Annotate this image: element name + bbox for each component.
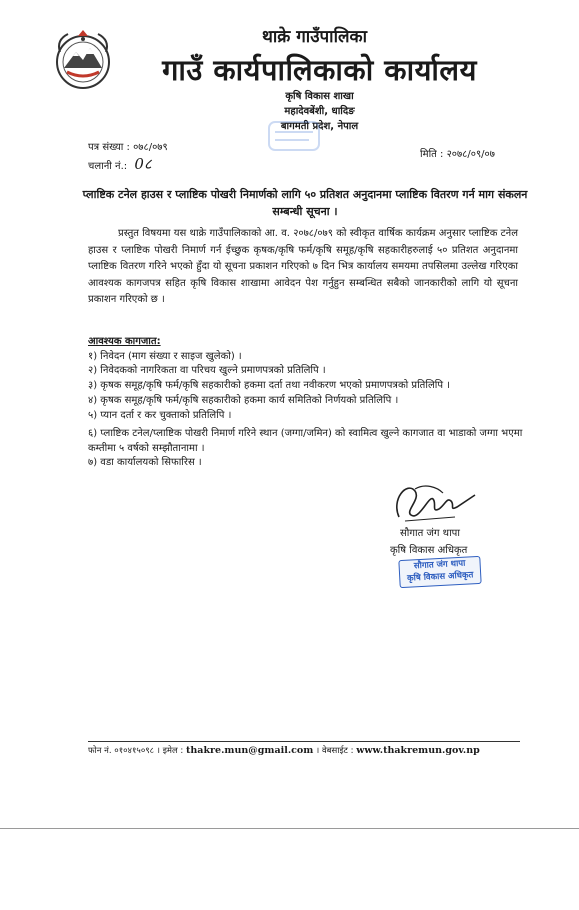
dispatch-number	[88, 154, 152, 174]
letter-date: मिति : २०७८/०९/०७	[420, 149, 495, 160]
address-line-branch: कृषि विकास शाखा	[285, 91, 354, 102]
faint-seal-icon	[265, 120, 325, 152]
document-item: ६) प्लाष्टिक टनेल/प्लाष्टिक पोखरी निमार्ण गरिने स्थान (जग्गा/जमिन) को स्वामित्व खुल्ने कागजात वा भाडाको जग्गा भएमा कम्तीमा ५ वर्षको सम्झौतानामा ।	[88, 428, 523, 454]
footer-contact	[88, 745, 480, 756]
stamp-title: कृषि विकास अधिकृत	[406, 570, 474, 584]
document-item: ४) कृषक समूह/कृषि फर्म/कृषि सहकारीको हकमा कार्य समितिको निर्णयको प्रतिलिपि ।	[88, 395, 399, 406]
document-item: ५) प्यान दर्ता र कर चुक्ताको प्रतिलिपि ।	[88, 410, 232, 421]
document-item: ३) कृषक समूह/कृषि फर्म/कृषि सहकारीको हकमा दर्ता तथा नवीकरण भएको प्रमाणपत्रको प्रतिलिपि ।	[88, 380, 450, 391]
office-title: गाउँ कार्यपालिकाको कार्यालय	[162, 53, 477, 87]
footer-phone: फोन नं. ०१०४१५०९८ । इमेल :	[88, 746, 184, 756]
footer-divider	[88, 741, 520, 742]
document-item: ७) वडा कार्यालयको सिफारिस ।	[88, 457, 202, 468]
address-line-place: महादेवबेंशी, धादिङ	[284, 106, 355, 117]
notice-body: प्रस्तुत विषयमा यस थाक्रे गाउँपालिकाको आ. व. २०७८/०७९ को स्वीकृत वार्षिक कार्यक्रम अनुसार प्लाष्टिक टनेल हाउस र प्लाष्टिक पोखरी निमार्ण गर्न ईच्छुक कृषक/कृषि फर्म/कृषि समूह/कृषि सहकारीहरुलाई ५० प्रतिशत अनुदानमा प्लाष्टिक वितरण गरिने भएको हुँदा यो सूचना प्रकाशन गरिएको ७ दिन भित्र कार्यालय समयमा तपसिलमा उल्लेख गरिएका आवश्यक कागजपत्र सहित कृषि विकास शाखामा आवेदन पेश गर्नुहुन सम्बन्धित सबैको जानकारीको लागि यो सूचना प्रकाशन गरिएको छ ।	[88, 228, 518, 305]
required-documents-heading: आवश्यक कागजात:	[88, 336, 161, 347]
footer-email: thakre.mun@gmail.com	[186, 745, 314, 756]
signatory-name: सौगात जंग थापा	[400, 528, 460, 539]
dispatch-label: चलानी नं.:	[88, 161, 128, 172]
footer-web-label: । वेबसाईट :	[316, 746, 354, 756]
official-stamp	[398, 556, 481, 588]
stamp-name: सौगात जंग थापा	[413, 558, 466, 572]
page-edge-line	[0, 828, 579, 829]
address-line-province: बागमती प्रदेश, नेपाल	[280, 121, 359, 132]
document-item: २) निवेदकको नागरिकता वा परिचय खुल्ने प्रमाणपत्रको प्रतिलिपि ।	[88, 365, 326, 376]
municipality-name: थाक्रे गाउँपालिका	[262, 27, 367, 47]
signatory-title: कृषि विकास अधिकृत	[390, 545, 468, 556]
document-item: १) निवेदन (माग संख्या र साइज खुलेको) ।	[88, 351, 242, 362]
notice-subject: प्लाष्टिक टनेल हाउस र प्लाष्टिक पोखरी निमार्णको लागि ५० प्रतिशत अनुदानमा प्लाष्टिक वितरण गर्न माग संकलन सम्बन्धी सूचना ।	[82, 188, 528, 218]
footer-website: www.thakremun.gov.np	[356, 745, 480, 756]
dispatch-handwritten-value: 0८	[134, 155, 152, 173]
signature-icon	[385, 477, 480, 525]
reference-number: पत्र संख्या : ०७८/०७९	[88, 142, 168, 153]
